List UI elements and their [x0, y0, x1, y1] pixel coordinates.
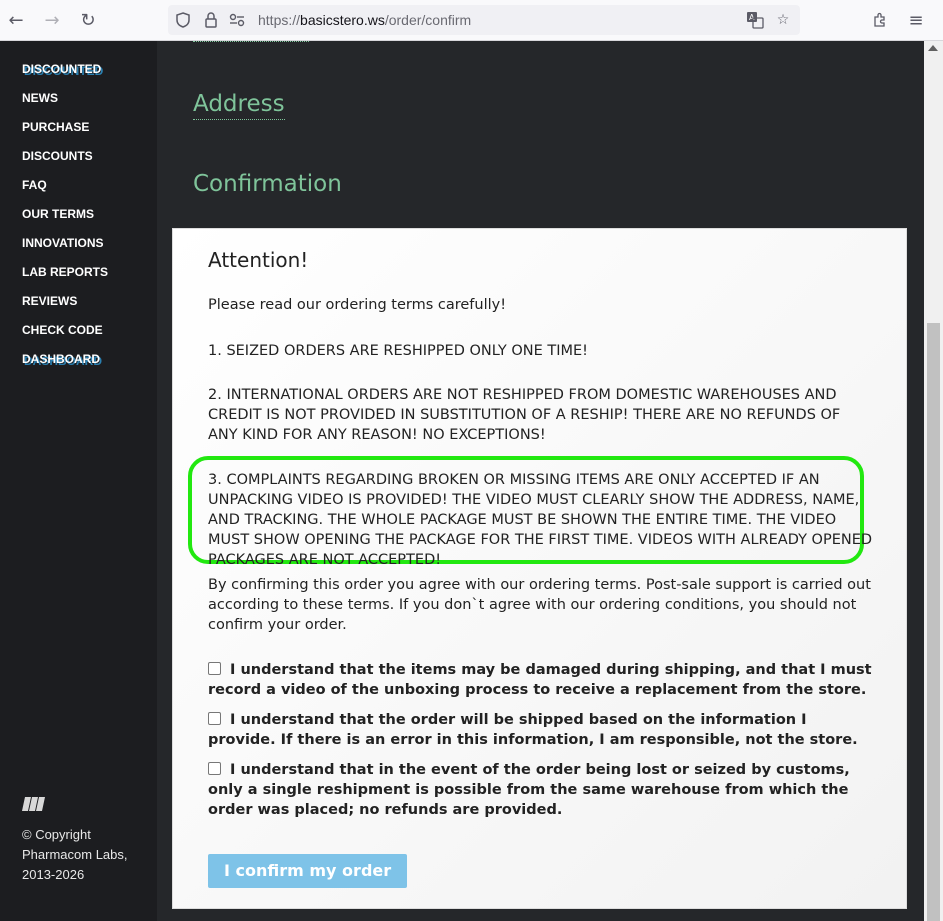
browser-toolbar — [0, 0, 943, 41]
terms-panel — [172, 228, 907, 909]
sidebar-item-innovations[interactable]: INNOVATIONS — [22, 236, 104, 250]
permissions-icon[interactable] — [228, 11, 246, 29]
url-text[interactable] — [258, 12, 471, 28]
check-label-reshipment[interactable]: I understand that in the event of the order being lost or seized by customs, only a single reshipment is possible from the same warehouse from which the order was placed; no refunds are provided. — [208, 762, 850, 818]
copyright-line: © Copyright — [22, 827, 91, 842]
url-prefix: https:// — [258, 12, 301, 28]
check-label-information[interactable]: I understand that the order will be shipped based on the information I provide. If there is an error in this information, I am responsible, not the store. — [208, 712, 858, 748]
check-row-reshipment[interactable] — [208, 760, 873, 820]
checkbox-information[interactable] — [208, 712, 221, 725]
pharmacom-logo[interactable] — [22, 796, 48, 812]
attention-title: Attention! — [208, 248, 309, 272]
sidebar-menu — [22, 62, 108, 381]
check-label-damage[interactable]: I understand that the items may be damaged during shipping, and that I must record a video of the unboxing process to receive a replacement from the store. — [208, 662, 872, 698]
checkbox-damage[interactable] — [208, 662, 221, 675]
shield-icon[interactable] — [174, 11, 192, 29]
sidebar-item-check-code[interactable]: CHECK CODE — [22, 323, 103, 337]
translate-icon[interactable] — [746, 11, 764, 29]
term-2: 2. INTERNATIONAL ORDERS ARE NOT RESHIPPED FROM DOMESTIC WAREHOUSES AND CREDIT IS NOT PROVIDED IN SUBSTITUTION OF A RESHIP! THERE ARE NO REFUNDS OF ANY KIND FOR ANY REASON! NO EXCEPTIONS! — [208, 387, 841, 443]
sidebar-item-faq[interactable]: FAQ — [22, 178, 47, 192]
sidebar-item-discounted[interactable]: DISCOUNTED — [22, 62, 102, 76]
confirm-order-button[interactable]: I confirm my order — [208, 854, 407, 888]
svg-text:A: A — [749, 13, 755, 22]
scroll-up-arrow-icon[interactable] — [928, 45, 938, 51]
previous-section-underline — [193, 41, 309, 42]
address-bar[interactable] — [168, 5, 800, 35]
copyright — [22, 825, 142, 885]
section-address[interactable]: Address — [193, 91, 285, 120]
sidebar-item-dashboard[interactable]: DASHBOARD — [22, 352, 100, 366]
lock-icon[interactable] — [202, 11, 220, 29]
copyright-line: Pharmacom Labs, — [22, 847, 128, 862]
sidebar-item-news[interactable]: NEWS — [22, 91, 58, 105]
reload-icon[interactable]: ↻ — [80, 9, 96, 31]
back-icon[interactable]: ← — [8, 9, 24, 31]
sidebar-item-purchase[interactable]: PURCHASE — [22, 120, 90, 134]
term-1: 1. SEIZED ORDERS ARE RESHIPPED ONLY ONE TIME! — [208, 343, 588, 359]
menu-icon[interactable]: ≡ — [908, 9, 924, 31]
page-scrollbar[interactable] — [924, 41, 943, 921]
url-path: /order/confirm — [384, 12, 472, 28]
scrollbar-thumb[interactable] — [927, 323, 940, 921]
main-content — [157, 41, 924, 921]
check-row-damage[interactable] — [208, 660, 873, 700]
section-confirmation[interactable]: Confirmation — [193, 171, 342, 197]
url-host: basicstero.ws — [300, 12, 385, 28]
term-3: 3. COMPLAINTS REGARDING BROKEN OR MISSING ITEMS ARE ONLY ACCEPTED IF AN UNPACKING VIDEO IS PROVIDED! THE VIDEO MUST CLEARLY SHOW THE ADDRESS, NAME, AND TRACKING. THE WHOLE PACKAGE MUST BE SHOWN THE ENTIRE TIME. THE VIDEO MUST SHOW OPENING THE PACKAGE FOR THE FIRST TIME. VIDEOS WITH ALREADY OPENED PACKAGES ARE NOT ACCEPTED! — [208, 472, 873, 568]
sidebar-item-lab-reports[interactable]: LAB REPORTS — [22, 265, 109, 279]
forward-icon[interactable]: → — [44, 9, 60, 31]
copyright-line: 2013-2026 — [22, 867, 85, 882]
extensions-icon[interactable] — [868, 8, 892, 32]
sidebar-item-reviews[interactable]: REVIEWS — [22, 294, 78, 308]
checkbox-reshipment[interactable] — [208, 762, 221, 775]
bookmark-star-icon[interactable]: ☆ — [776, 12, 790, 28]
sidebar-item-our-terms[interactable]: OUR TERMS — [22, 207, 94, 221]
sidebar — [0, 41, 157, 921]
check-row-information[interactable] — [208, 710, 873, 750]
agreement-text: By confirming this order you agree with our ordering terms. Post-sale support is carried out according to these terms. If you don`t agree with our ordering conditions, you should not confirm your order. — [208, 577, 871, 633]
sidebar-item-discounts[interactable]: DISCOUNTS — [22, 149, 93, 163]
intro-text: Please read our ordering terms carefully! — [208, 297, 507, 313]
